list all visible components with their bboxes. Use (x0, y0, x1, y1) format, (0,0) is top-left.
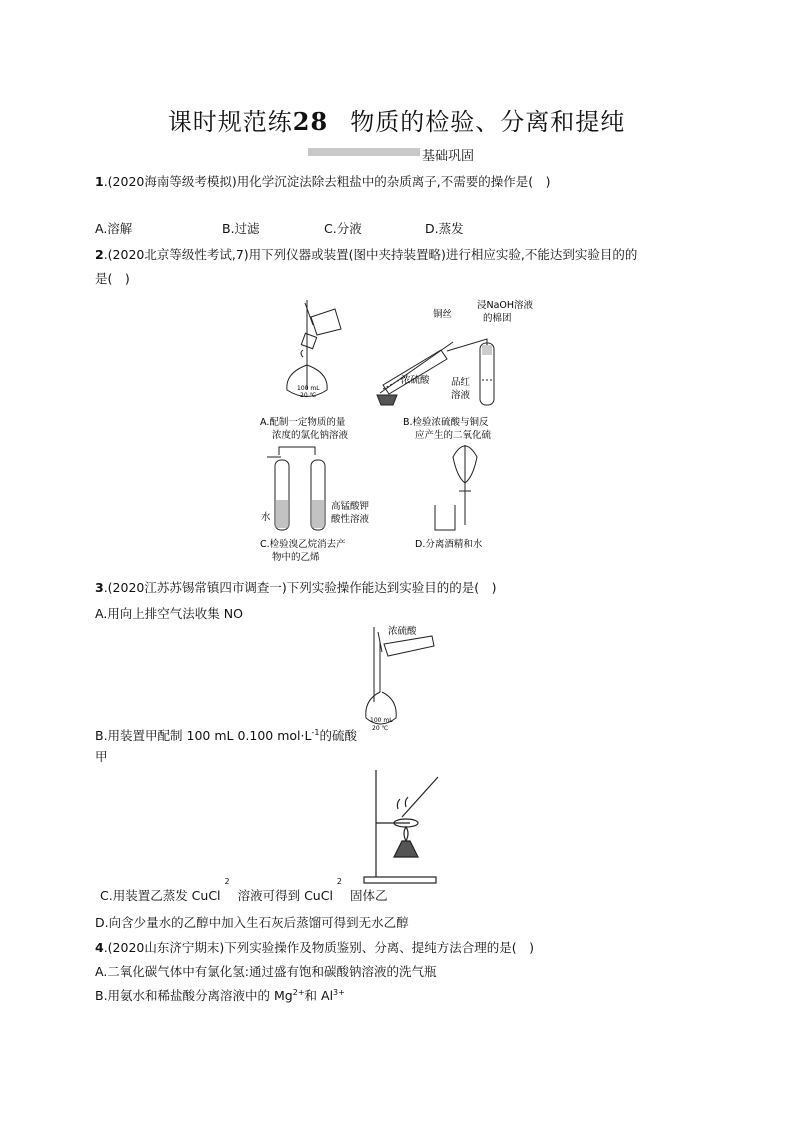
a-flask-volume: 100 mL (297, 385, 320, 392)
water-fill (275, 500, 289, 528)
q4-option-a: A.二氧化碳气体中有氯化氢:通过盛有饱和碳酸钠溶液的洗气瓶 (95, 964, 437, 979)
q3-option-c: C.用装置乙蒸发 CuCl $^2$ 溶液可得到 CuCl $^2$ 固体乙 (100, 877, 388, 903)
q1-option-d: D.蒸发 (425, 221, 464, 236)
fig-caption-b-line2: 应产生的二氧化硫 (415, 430, 492, 441)
glass-rod (305, 303, 313, 325)
q3-fig-flask-temp: 20 ℃ (372, 725, 389, 732)
connector-tube (447, 339, 487, 355)
vapor-curls (397, 797, 408, 809)
question-1: 1.(2020海南等级考模拟)用化学沉淀法除去粗盐中的杂质离子,不需要的操作是( ) (95, 174, 551, 189)
section-bar (308, 148, 420, 156)
fig-caption-c-line1: C.检验溴乙烷消去产 (260, 539, 346, 550)
pouring-beaker (311, 309, 341, 335)
fig-b-copper-label: 铜丝 (433, 309, 453, 320)
q3-apparatus-jia (362, 622, 442, 737)
a-flask-temp: 20 ℃ (300, 392, 317, 399)
alcohol-lamp (377, 395, 397, 405)
cotton-plug (482, 345, 492, 355)
fig-caption-b-line1: B.检验浓硫酸与铜反 (403, 417, 489, 428)
kmno4-fill (311, 500, 325, 528)
q4-option-b: B.用氨水和稀盐酸分离溶液中的 $Mg^{2+}$和 $Al^{3+}$ (95, 988, 345, 1003)
fig-b-cotton-label-2: 的棉团 (483, 313, 512, 324)
fig-b-cotton-label-1: 浸NaOH溶液 (477, 300, 534, 311)
question-4: 4.(2020山东济宁期末)下列实验操作及物质鉴别、分离、提纯方法合理的是( ) (95, 940, 534, 955)
connecting-tube (279, 447, 315, 455)
fig-caption-a-line2: 浓度的氯化钠溶液 (272, 430, 349, 441)
volumetric-flask (366, 642, 396, 724)
fig-caption-a-line1: A.配制一定物质的量 (260, 417, 346, 428)
question-2: 2.(2020北京等级性考试,7)用下列仪器或装置(图中夹持装置略)进行相应实验,不能达到实验目的的 (95, 247, 638, 262)
fig-b-acid-label: 浓硫酸 (401, 375, 430, 386)
receiving-beaker (435, 505, 455, 530)
reaction-tube (383, 350, 447, 394)
fig-b-red-label-1: 品红 (451, 377, 471, 388)
question-3: 3.(2020江苏苏锡常镇四市调查一)下列实验操作能达到实验目的的是( ) (95, 580, 497, 595)
clamp-block (301, 333, 316, 348)
pouring-beaker (384, 636, 434, 656)
q3-apparatus-yi (362, 765, 442, 885)
page-title: 课时规范练28 物质的检验、分离和提纯 (167, 107, 626, 136)
q3-option-b-label: 甲 (95, 749, 108, 764)
q2-apparatus-figure (255, 295, 540, 565)
q3-fig-acid-label: 浓硫酸 (388, 626, 417, 637)
q3-option-b: B.用装置甲配制 100 mL 0.100 $mol\cdot L^{-1}$的硫酸 (95, 728, 357, 743)
q1-option-c: C.分液 (324, 221, 362, 236)
q1-option-b: B.过滤 (222, 221, 260, 236)
q1-option-a: A.溶解 (95, 221, 133, 236)
fig-caption-c-line2: 物中的乙烯 (272, 552, 320, 563)
alcohol-lamp (394, 841, 418, 857)
fig-c-kmno4-label-1: 高锰酸钾 (331, 501, 370, 512)
fig-b-red-label-2: 溶液 (451, 390, 471, 401)
stand-base (364, 877, 436, 883)
clamp (301, 350, 303, 357)
lamp-flame (404, 827, 408, 841)
section-heading: 基础巩固 (422, 149, 475, 164)
fig-c-kmno4-label-2: 酸性溶液 (331, 514, 370, 525)
q3-fig-flask-volume: 100 mL (370, 717, 393, 724)
q3-option-d: D.向含少量水的乙醇中加入生石灰后蒸馏可得到无水乙醇 (95, 915, 409, 930)
q3-option-a: A.用向上排空气法收集 NO (95, 606, 243, 621)
question-2-line2: 是( ) (95, 271, 130, 286)
fig-caption-d: D.分离酒精和水 (415, 539, 483, 550)
fig-c-water-label: 水 (261, 512, 271, 523)
